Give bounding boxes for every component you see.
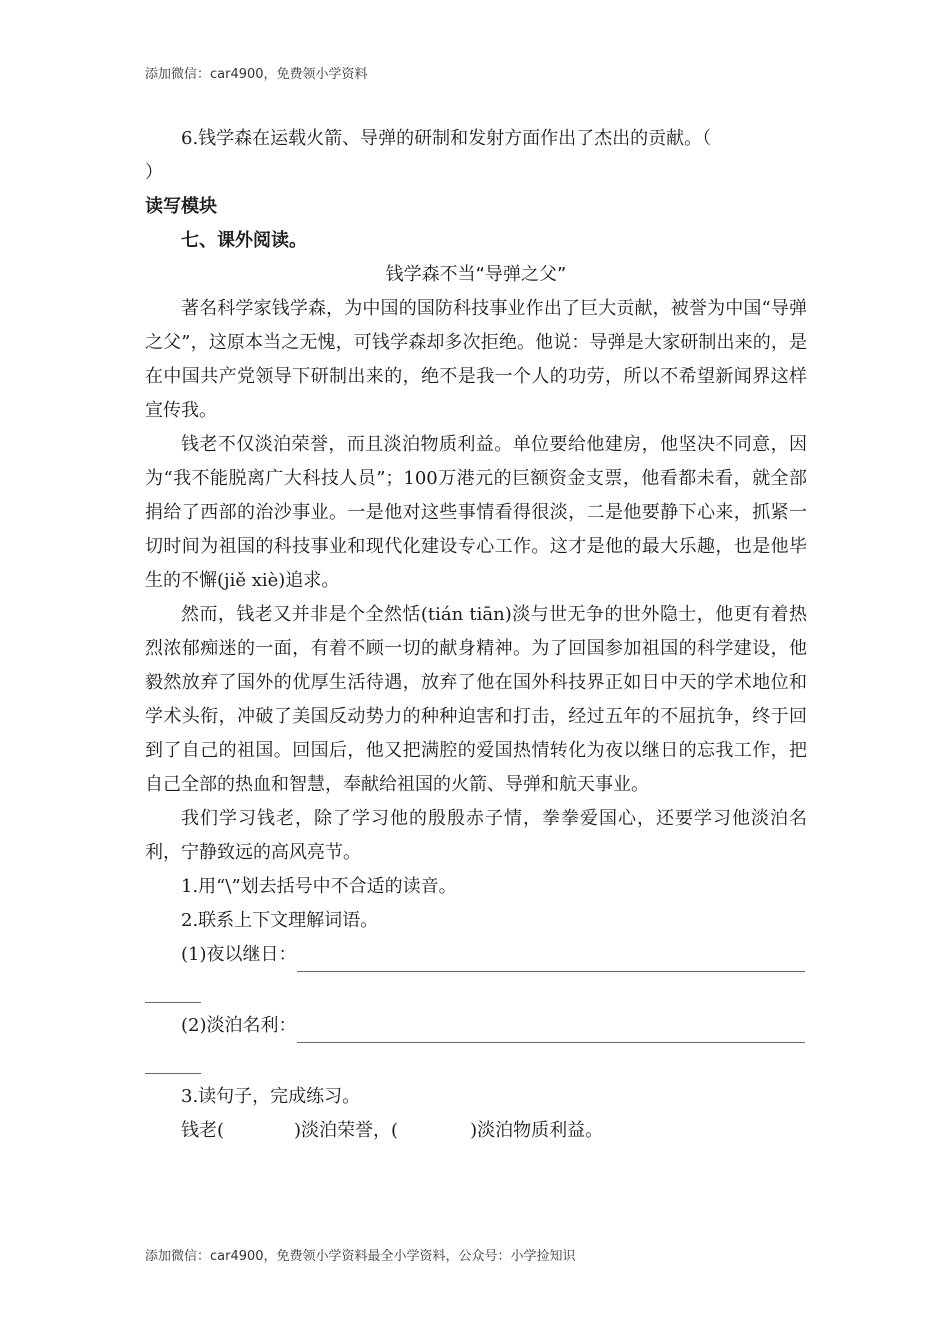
question-3-part-c: )淡泊物质利益。 <box>470 1120 604 1141</box>
question-2-2 <box>145 1009 807 1043</box>
question-2-1-label: (1)夜以继日： <box>181 944 297 965</box>
page-footer-note: 添加微信：car4900，免费领小学资料最全小学资料，公众号：小学捡知识 <box>145 1249 576 1264</box>
question-2: 2.联系上下文理解词语。 <box>181 910 379 931</box>
passage-paragraph: 我们学习钱老，除了学习他的殷殷赤子情，拳拳爱国心，还要学习他淡泊名利，宁静致远的高风亮节。 <box>145 808 807 863</box>
question-3: 3.读句子，完成练习。 <box>181 1086 361 1107</box>
question-6 <box>145 122 807 156</box>
question-3-sentence <box>145 1114 807 1148</box>
passage-paragraph: 著名科学家钱学森，为中国的国防科技事业作出了巨大贡献，被誉为中国“导弹之父”，这原本当之无愧，可钱学森却多次拒绝。他说：导弹是大家研制出来的，是在中国共产党领导下研制出来的，绝不是我一个人的功劳，所以不希望新闻界这样宣传我。 <box>145 298 807 421</box>
answer-line-2-2[interactable] <box>297 1016 805 1043</box>
answer-line-2-2-continued[interactable] <box>145 1043 201 1074</box>
question-2-1 <box>145 938 807 972</box>
passage-title: 钱学森不当“导弹之父” <box>385 264 567 285</box>
page-header-note: 添加微信：car4900，免费领小学资料 <box>145 67 368 82</box>
worksheet-content <box>145 122 807 1148</box>
answer-line-2-1-continued[interactable] <box>145 972 201 1003</box>
passage-paragraph: 钱老不仅淡泊荣誉，而且淡泊物质利益。单位要给他建房，他坚决不同意，因为“我不能脱离广大科技人员”；100万港元的巨额资金支票，他看都未看，就全部捐给了西部的治沙事业。一是他对这些事情看得很淡，二是他要静下心来，抓紧一切时间为祖国的科技事业和现代化建设专心工作。这才是他的最大乐趣，也是他毕生的不懈(jiě xiè)追求。 <box>145 434 807 591</box>
question-3-part-a: 钱老( <box>181 1120 225 1141</box>
passage-paragraph: 然而，钱老又并非是个全然恬(tián tiān)淡与世无争的世外隐士，他更有着热烈浓郁痴迷的一面，有着不顾一切的献身精神。为了回国参加祖国的科学建设，他毅然放弃了国外的优厚生活待遇，放弃了他在国外科技界正如日中天的学术地位和学术头衔，冲破了美国反动势力的种种迫害和打击，经过五年的不屈抗争，终于回到了自己的祖国。回国后，他又把满腔的爱国热情转化为夜以继日的忘我工作，把自己全部的热血和智慧，奉献给祖国的火箭、导弹和航天事业。 <box>145 604 807 795</box>
question-6-text: 6.钱学森在运载火箭、导弹的研制和发射方面作出了杰出的贡献。（ <box>181 128 712 149</box>
section-title: 七、课外阅读。 <box>181 230 307 251</box>
question-1: 1.用“\”划去括号中不合适的读音。 <box>181 876 457 897</box>
answer-line-2-1[interactable] <box>297 945 805 972</box>
question-2-2-label: (2)淡泊名利： <box>181 1015 297 1036</box>
question-6-close: ） <box>145 162 163 183</box>
module-title: 读写模块 <box>145 196 217 217</box>
question-3-part-b: )淡泊荣誉，( <box>294 1120 399 1141</box>
